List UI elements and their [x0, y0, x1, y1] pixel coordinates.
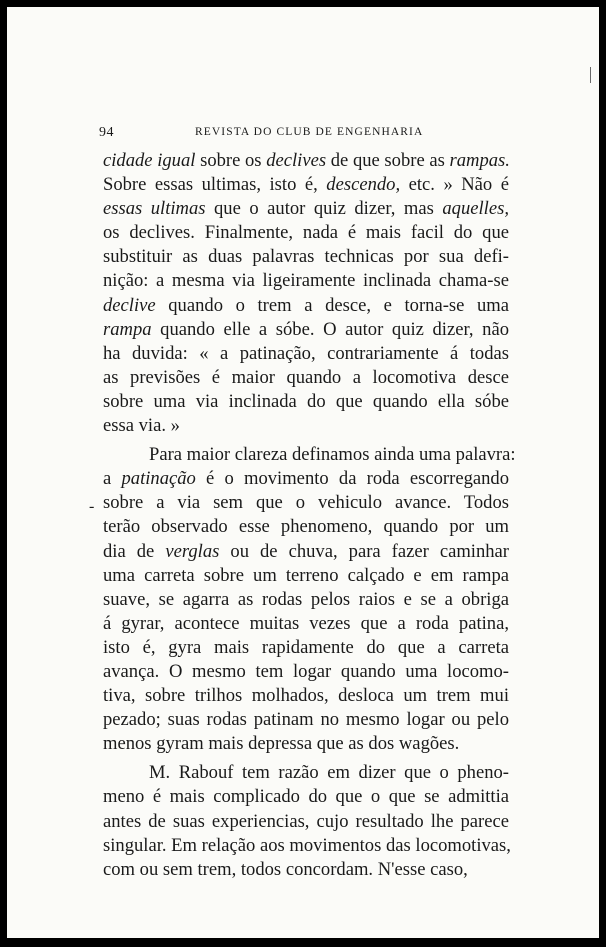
- text-line: [103, 318, 509, 342]
- text-run: antes de suas experiencias, cujo resultado lhe parece: [103, 810, 509, 832]
- text-line: [103, 660, 509, 684]
- text-run: isto é, gyra mais rapidamente do que a carreta: [103, 636, 509, 658]
- text-run: com ou sem trem, todos concordam. N'esse caso,: [103, 858, 468, 880]
- text-line: [103, 708, 509, 732]
- book-page: [7, 7, 599, 938]
- text-line: [103, 366, 509, 390]
- text-run: terão observado esse phenomeno, quando por um: [103, 516, 509, 538]
- text-line: [103, 761, 509, 785]
- page-number: 94: [99, 125, 114, 140]
- text-line: [103, 858, 509, 882]
- text-run: substituir as duas palavras technicas por sua defi-: [103, 246, 509, 268]
- text-line: [103, 588, 509, 612]
- text-run: singular. Em relação aos movimentos das locomotivas,: [103, 834, 511, 856]
- text-run: uma carreta sobre um terreno calçado e em rampa: [103, 564, 509, 586]
- text-run: nição: a mesma via ligeiramente inclinada chama-se: [103, 270, 509, 292]
- text-line: [103, 221, 509, 245]
- italic-run: declives: [266, 150, 327, 171]
- text-line: [103, 612, 509, 636]
- text-run: sobre uma via inclinada do que quando ella sóbe: [103, 390, 509, 412]
- journal-title: REVISTA DO CLUB DE ENGENHARIA: [195, 126, 424, 138]
- text-run: de que sobre as: [326, 150, 450, 171]
- text-line: [103, 390, 509, 414]
- text-run: Para maior clareza definamos ainda uma palavra:: [149, 444, 516, 466]
- text-run: avança. O mesmo tem logar quando uma locomo-: [103, 660, 509, 682]
- paragraph: [103, 761, 509, 881]
- text-line: [103, 810, 509, 834]
- margin-mark: -: [89, 498, 95, 515]
- text-run: menos gyram mais depressa que as dos wagões.: [103, 733, 460, 755]
- text-line: [103, 294, 509, 318]
- italic-run: essas ultimas: [103, 198, 206, 220]
- paragraph: [103, 149, 509, 438]
- text-run: sobre os: [195, 150, 267, 171]
- text-run: pezado; suas rodas patinam no mesmo logar ou pelo: [103, 709, 509, 731]
- italic-run: verglas: [165, 540, 220, 562]
- italic-run: rampa: [103, 318, 152, 340]
- text-line: [103, 443, 516, 467]
- italic-run: declive: [103, 294, 156, 316]
- text-line: [103, 785, 509, 809]
- text-line: [103, 732, 509, 756]
- text-run: sobre a via sem que o vehiculo avance. Todos: [103, 492, 509, 514]
- text-line: [103, 414, 509, 438]
- italic-run: aquelles,: [442, 198, 509, 220]
- text-run: tiva, sobre trilhos molhados, desloca um trem mui: [103, 685, 509, 707]
- text-line: [103, 636, 509, 660]
- italic-run: patinação: [121, 468, 196, 490]
- text-run: as previsões é maior quando a locomotiva desce: [103, 366, 509, 388]
- text-line: [103, 564, 509, 588]
- text-run: dia de: [103, 540, 166, 562]
- text-run: meno é mais complicado do que o que se admittia: [103, 786, 509, 808]
- page-edge-mark: [590, 67, 591, 83]
- text-line: [103, 197, 509, 221]
- text-line: [103, 149, 509, 173]
- text-line: [103, 834, 509, 858]
- text-run: ou de chuva, para fazer caminhar: [219, 540, 510, 562]
- text-run: quando elle a sóbe. O autor quiz dizer, não: [151, 318, 509, 340]
- text-line: [103, 245, 509, 269]
- text-run: quando o trem a desce, e torna-se uma: [155, 294, 509, 316]
- text-line: [103, 491, 509, 515]
- text-line: [103, 515, 509, 539]
- text-run: suave, se agarra as rodas pelos raios e se a obriga: [103, 588, 509, 610]
- italic-run: cidade igual: [103, 150, 196, 171]
- text-line: [103, 342, 509, 366]
- text-run: a: [103, 468, 122, 490]
- text-run: ha duvida: « a patinação, contrariamente á todas: [103, 342, 509, 364]
- text-run: é o movimento da roda escorregando: [195, 468, 510, 490]
- text-run: os declives. Finalmente, nada é mais facil do que: [103, 222, 509, 244]
- text-line: [103, 173, 509, 197]
- text-line: [103, 684, 509, 708]
- body-text: [103, 149, 516, 882]
- running-head: [99, 125, 511, 141]
- paragraph: [103, 443, 516, 756]
- text-run: etc. » Não é: [400, 174, 509, 196]
- text-run: essa via. »: [103, 415, 180, 437]
- text-run: Sobre essas ultimas, isto é,: [103, 174, 327, 196]
- text-line: [103, 269, 509, 293]
- text-run: M. Rabouf tem razão em dizer que o pheno-: [149, 762, 509, 784]
- text-run: á gyrar, acontece muitas vezes que a roda patina,: [103, 612, 509, 634]
- italic-run: rampas.: [449, 150, 510, 171]
- text-line: [103, 540, 509, 564]
- italic-run: descendo,: [326, 174, 401, 196]
- text-line: [103, 467, 509, 491]
- text-run: que o autor quiz dizer, mas: [205, 198, 443, 220]
